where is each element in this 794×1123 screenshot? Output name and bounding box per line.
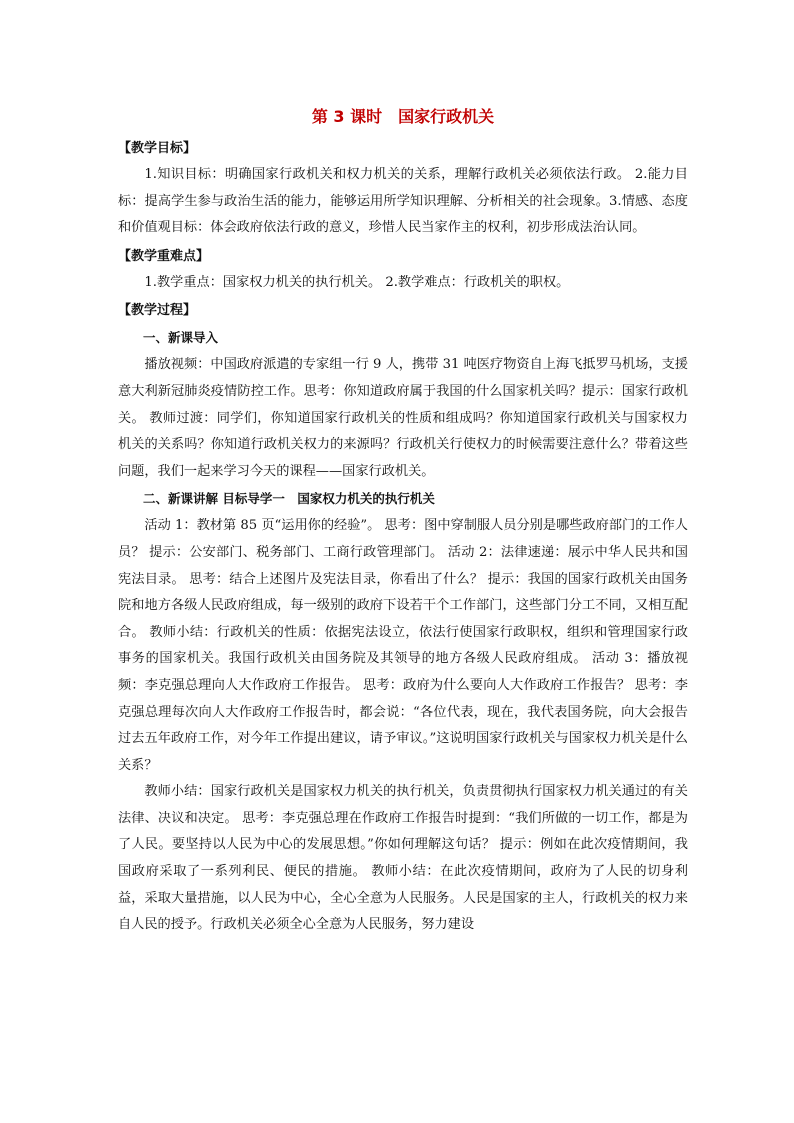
key-points-paragraph: 1.教学重点：国家权力机关的执行机关。 2.教学难点：行政机关的职权。 xyxy=(144,274,570,290)
subheading-intro: 一、新课导入 xyxy=(143,330,219,346)
section-heading-process: 【教学过程】 xyxy=(118,303,197,319)
lecture-paragraph-1: 活动 1：教材第 85 页“运用你的经验”。 思考：图中穿制服人员分别是哪些政府部门的工作人员？ 提示：公安部门、税务部门、工商行政管理部门。 活动 2：法律速递：展示中华人民共和国宪法目录。 思考：结合上述图片及宪法目录，你看出了什么？ 提示：我国的国家行政机关由国务院和地方各级人民政府组成，每一级别的政府下设若干个工作部门，这些部门分工不同，又相互配合。 教师小结：行政机关的性质：依据宪法设立，依法行使国家行政职权，组织和管理国家行政事务的国家机关。我国行政机关由国务院及其领导的地方各级人民政府组成。 活动 3：播放视频：李克强总理向人大作政府工作报告。 思考：政府为什么要向人大作政府工作报告？ 思考：李克强总理每次向人大作政府工作报告时，都会说：“各位代表，现在，我代表国务院，向大会报告过去五年政府工作，对今年工作提出建议，请予审议。”这说明国家行政机关与国家权力机关是什么关系？ xyxy=(118,518,688,773)
document-page xyxy=(118,102,688,939)
lecture-paragraph-2: 教师小结：国家行政机关是国家权力机关的执行机关，负责贯彻执行国家权力机关通过的有关法律、决议和决定。 思考：李克强总理在作政府工作报告时提到：“我们所做的一切工作，都是为了人民。要坚持以人民为中心的发展思想。”你如何理解这句话？ 提示：例如在此次疫情期间，我国政府采取了一系列利民、便民的措施。 教师小结：在此次疫情期间，政府为了人民的切身利益，采取大量措施，以人民为中心，全心全意为人民服务。人民是国家的主人，行政机关的权力来自人民的授予。行政机关必须全心全意为人民服务，努力建设 xyxy=(118,784,688,933)
section-heading-key-points: 【教学重难点】 xyxy=(118,248,210,264)
goals-paragraph: 1.知识目标：明确国家行政机关和权力机关的关系，理解行政机关必须依法行政。 2.能力目标：提高学生参与政治生活的能力，能够运用所学知识理解、分析相关的社会现象。3.情感、态度和价值观目标：体会政府依法行政的意义，珍惜人民当家作主的权利，初步形成法治认同。 xyxy=(118,167,688,236)
subheading-lecture: 二、新课讲解 目标导学一 国家权力机关的执行机关 xyxy=(143,491,435,507)
section-heading-goals: 【教学目标】 xyxy=(118,141,197,156)
page-title: 第 3 课时 国家行政机关 xyxy=(311,107,495,126)
intro-paragraph: 播放视频：中国政府派遣的专家组一行 9 人，携带 31 吨医疗物资自上海飞抵罗马机场，支援意大利新冠肺炎疫情防控工作。思考：你知道政府属于我国的什么国家机关吗？提示：国家行政机关。 教师过渡：同学们，你知道国家行政机关的性质和组成吗？你知道国家行政机关与国家权力机关的关系吗？你知道行政机关权力的来源吗？行政机关行使权力的时候需要注意什么？带着这些问题，我们一起来学习今天的课程——国家行政机关。 xyxy=(118,357,688,479)
